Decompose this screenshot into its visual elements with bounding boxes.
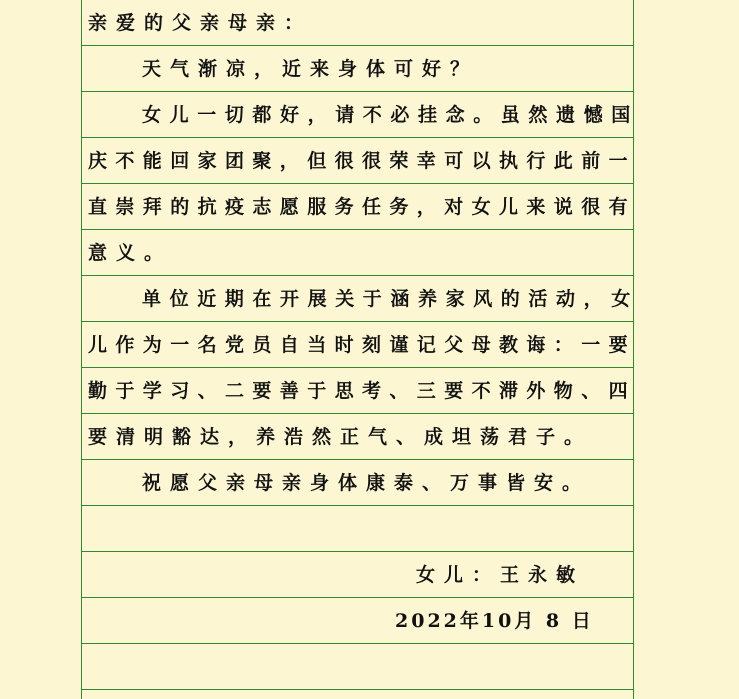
letter-line [82, 414, 633, 460]
letter-line [82, 368, 637, 414]
letter-line [82, 598, 633, 644]
date: 2022年10月 8 日 [395, 610, 594, 632]
paragraph-line: 儿作为一名党员自当时刻谨记父母教诲：一要 [88, 334, 637, 356]
letter-line-blank [82, 506, 633, 552]
paragraph-line: 祝愿父亲母亲身体康泰、万事皆安。 [142, 472, 591, 494]
paragraph-line: 天气渐凉，近来身体可好？ [142, 58, 479, 80]
signature: 女儿：王永敏 [416, 564, 585, 586]
paragraph-line: 单位近期在开展关于涵养家风的活动，女 [142, 288, 639, 310]
paragraph-line: 庆不能回家团聚，但很很荣幸可以执行此前一 [88, 150, 637, 172]
paragraph-line: 要清明豁达，养浩然正气、成坦荡君子。 [88, 426, 593, 448]
paragraph-text: 女儿一切都好，请不必挂念。虽然遗憾国 [142, 104, 639, 126]
letter-line [82, 184, 637, 230]
letter-line [82, 0, 633, 46]
letter-line-blank [82, 644, 633, 690]
letter-line [82, 552, 633, 598]
letter-line [82, 46, 633, 92]
letter-line [82, 276, 639, 322]
letter-paper [81, 0, 639, 699]
paragraph-line: 勤于学习、二要善于思考、三要不滞外物、四 [88, 380, 637, 402]
letter-line [82, 322, 637, 368]
paragraph-line [142, 92, 639, 138]
letter-line [82, 138, 637, 184]
letter-line [82, 230, 633, 276]
paragraph-line: 直崇拜的抗疫志愿服务任务，对女儿来说很有 [88, 196, 637, 218]
letter-line [82, 460, 633, 506]
salutation: 亲爱的父亲母亲： [88, 12, 313, 34]
paragraph-line: 意义。 [88, 242, 173, 264]
letter-line [82, 92, 639, 138]
